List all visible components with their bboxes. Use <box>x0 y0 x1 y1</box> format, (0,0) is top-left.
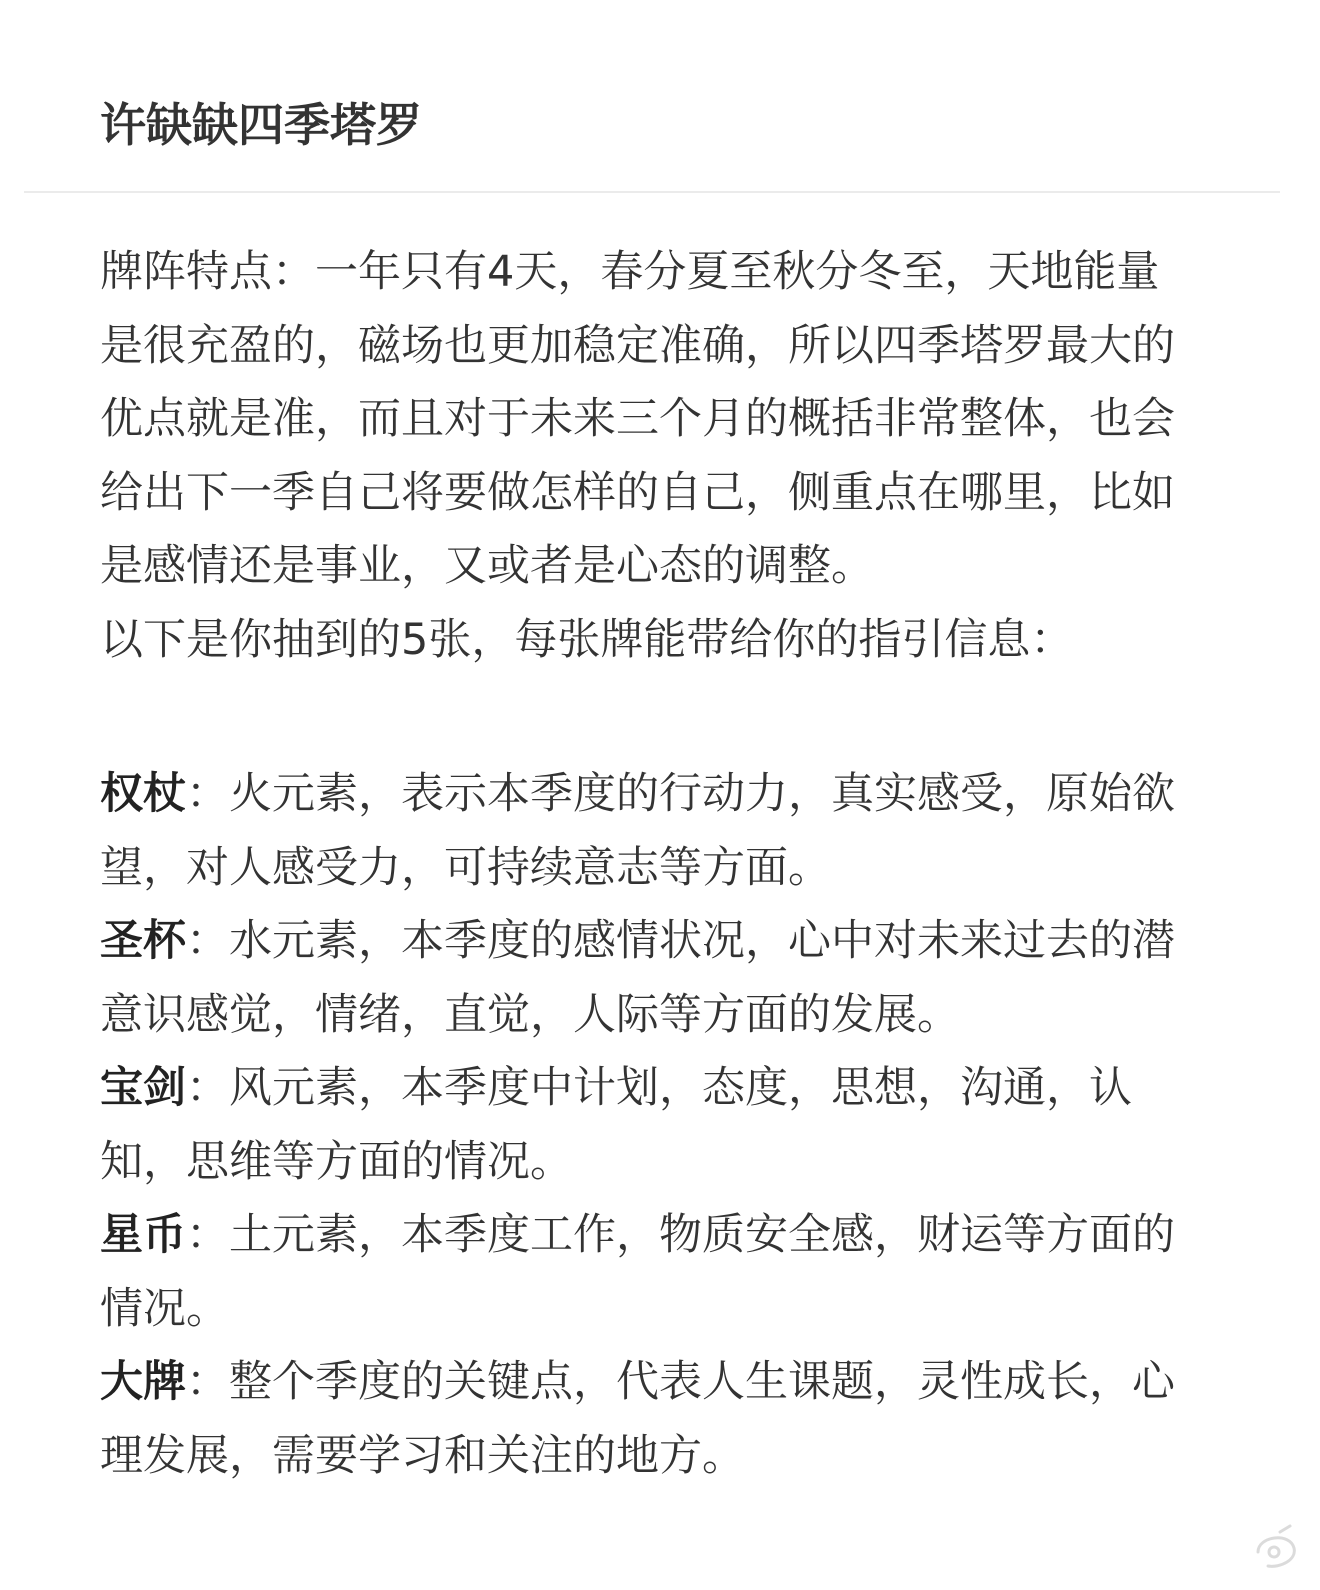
watermark-icon <box>1250 1522 1300 1578</box>
section-pentacles <box>100 1199 1280 1346</box>
section-line <box>100 1199 1280 1273</box>
section-label: 权杖 <box>100 769 186 819</box>
intro-line: 以下是你抽到的5张，每张牌能带给你的指引信息： <box>100 614 1074 665</box>
section-label: 星币 <box>100 1210 186 1260</box>
section-wands <box>100 758 1280 905</box>
section-text: ：风元素，本季度中计划，态度，思想，沟通，认 <box>186 1063 1132 1113</box>
section-text: ：水元素，本季度的感情状况，心中对未来过去的潜 <box>186 916 1175 966</box>
section-cups <box>100 905 1280 1052</box>
intro-line: 牌阵特点：一年只有4天，春分夏至秋分冬至，天地能量 <box>100 247 1160 297</box>
intro-paragraph <box>100 236 1280 677</box>
section-line: 情况。 <box>100 1283 229 1334</box>
card-suit-sections <box>100 758 1280 1493</box>
title-divider <box>24 191 1280 193</box>
section-line: 理发展，需要学习和关注的地方。 <box>100 1430 745 1481</box>
intro-line: 优点就是准，而且对于未来三个月的概括非常整体，也会 <box>100 394 1175 444</box>
section-line: 意识感觉，情绪，直觉，人际等方面的发展。 <box>100 989 960 1040</box>
section-line <box>100 905 1280 979</box>
section-line: 望，对人感受力，可持续意志等方面。 <box>100 842 831 893</box>
section-line <box>100 758 1280 832</box>
section-text: ：整个季度的关键点，代表人生课题，灵性成长，心 <box>186 1357 1175 1407</box>
intro-line: 是感情还是事业，又或者是心态的调整。 <box>100 541 874 591</box>
section-text: ：土元素，本季度工作，物质安全感，财运等方面的 <box>186 1210 1175 1260</box>
intro-line: 给出下一季自己将要做怎样的自己，侧重点在哪里，比如 <box>100 467 1175 518</box>
section-line: 知，思维等方面的情况。 <box>100 1136 573 1187</box>
section-swords <box>100 1052 1280 1199</box>
section-text: ：火元素，表示本季度的行动力，真实感受，原始欲 <box>186 769 1175 819</box>
section-line <box>100 1052 1280 1126</box>
section-label: 圣杯 <box>100 916 186 966</box>
section-line <box>100 1346 1280 1420</box>
post-title: 许缺缺四季塔罗 <box>100 98 422 152</box>
section-label: 宝剑 <box>100 1063 186 1113</box>
section-major-arcana <box>100 1346 1280 1493</box>
section-label: 大牌 <box>100 1357 186 1407</box>
intro-line: 是很充盈的，磁场也更加稳定准确，所以四季塔罗最大的 <box>100 320 1175 371</box>
